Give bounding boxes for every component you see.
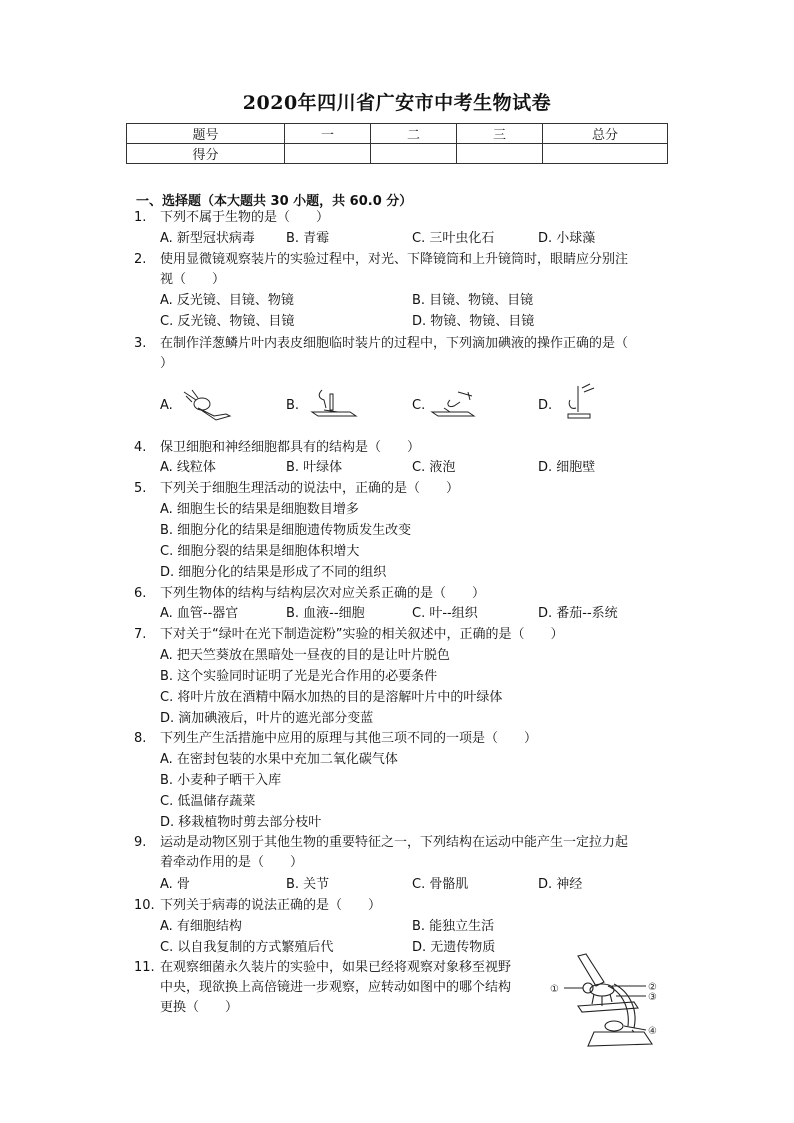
option-b[interactable]: B. 青霉 xyxy=(286,231,330,246)
microscope-label-2: ② xyxy=(648,982,657,993)
question-number: 1. xyxy=(134,210,147,225)
score-cell[interactable] xyxy=(371,144,457,164)
option-d[interactable]: D. 移栽植物时剪去部分枝叶 xyxy=(160,815,322,830)
question-11 xyxy=(134,958,554,1018)
microscope-diagram xyxy=(548,952,678,1056)
question-stem-line2: 视（ ） xyxy=(160,272,226,287)
option-b[interactable]: B. xyxy=(286,398,300,413)
score-header-cell: 总分 xyxy=(543,124,668,144)
microscope-label-1: ① xyxy=(550,984,559,995)
option-a[interactable]: A. 骨 xyxy=(160,877,190,892)
section-title: 一、选择题（本大题共 30 小题，共 60.0 分） xyxy=(136,194,413,209)
question-stem: 下列生产生活措施中应用的原理与其他三项不同的一项是（ ） xyxy=(160,731,538,746)
option-a[interactable]: A. 在密封包装的水果中充加二氧化碳气体 xyxy=(160,752,398,767)
option-a[interactable]: A. 线粒体 xyxy=(160,460,216,475)
option-c[interactable]: C. 三叶虫化石 xyxy=(412,231,495,246)
option-d[interactable]: D. 番茄--系统 xyxy=(538,606,618,621)
option-b[interactable]: B. 叶绿体 xyxy=(286,460,343,475)
page-title: 2020年四川省广安市中考生物试卷 xyxy=(242,92,552,114)
option-d[interactable]: D. 神经 xyxy=(538,877,583,892)
question-number: 2. xyxy=(134,252,147,267)
option-b[interactable]: B. 这个实验同时证明了光是光合作用的必要条件 xyxy=(160,669,438,684)
option-c[interactable]: C. 细胞分裂的结果是细胞体积增大 xyxy=(160,544,360,559)
dropper-slide-illustration-c xyxy=(428,388,484,422)
option-b[interactable]: B. 细胞分化的结果是细胞遗传物质发生改变 xyxy=(160,523,412,538)
question-stem: 下列不属于生物的是（ ） xyxy=(160,210,330,225)
question-stem: 下列关于细胞生理活动的说法中，正确的是（ ） xyxy=(160,481,460,496)
option-c[interactable]: C. 叶--组织 xyxy=(412,606,478,621)
option-a[interactable]: A. 反光镜、目镜、物镜 xyxy=(160,293,294,308)
question-stem: 在观察细菌永久装片的实验中，如果已经将观察对象移至视野 xyxy=(160,960,512,975)
option-b[interactable]: B. 小麦种子晒干入库 xyxy=(160,773,282,788)
option-c[interactable]: C. 液泡 xyxy=(412,460,456,475)
question-number: 9. xyxy=(134,835,147,850)
option-c[interactable]: C. 骨骼肌 xyxy=(412,877,469,892)
option-d[interactable]: D. 物镜、物镜、目镜 xyxy=(412,314,535,329)
question-stem: 下对关于“绿叶在光下制造淀粉”实验的相关叙述中，正确的是（ ） xyxy=(160,627,564,642)
score-cell[interactable] xyxy=(285,144,371,164)
question-stem: 在制作洋葱鳞片叶内表皮细胞临时装片的过程中，下列滴加碘液的操作正确的是（ xyxy=(160,336,629,351)
score-header-cell: 题号 xyxy=(127,124,285,144)
question-9 xyxy=(134,833,674,873)
question-1 xyxy=(134,208,674,228)
dropper-slide-illustration-b xyxy=(304,386,360,422)
option-a[interactable]: A. 有细胞结构 xyxy=(160,919,242,934)
question-10 xyxy=(134,896,674,916)
option-c[interactable]: C. 将叶片放在酒精中隔水加热的目的是溶解叶片中的叶绿体 xyxy=(160,690,503,705)
score-cell[interactable] xyxy=(543,144,668,164)
question-stem-line2: 着牵动作用的是（ ） xyxy=(160,855,304,870)
option-b[interactable]: B. 关节 xyxy=(286,877,330,892)
option-d[interactable]: D. 细胞分化的结果是形成了不同的组织 xyxy=(160,565,387,580)
question-6 xyxy=(134,584,674,604)
option-d[interactable]: D. 无遗传物质 xyxy=(412,940,496,955)
option-b[interactable]: B. 目镜、物镜、目镜 xyxy=(412,293,534,308)
score-row-label: 得分 xyxy=(127,144,285,164)
option-c[interactable]: C. 反光镜、物镜、目镜 xyxy=(160,314,295,329)
question-stem: 下列生物体的结构与结构层次对应关系正确的是（ ） xyxy=(160,586,486,601)
option-a[interactable]: A. 血管--器官 xyxy=(160,606,239,621)
dropper-slide-illustration-a xyxy=(178,386,234,422)
question-number: 4. xyxy=(134,440,147,455)
question-number: 6. xyxy=(134,586,147,601)
option-b[interactable]: B. 能独立生活 xyxy=(412,919,495,934)
question-stem: 运动是动物区别于其他生物的重要特征之一，下列结构在运动中能产生一定拉力起 xyxy=(160,835,629,850)
question-7 xyxy=(134,625,674,645)
option-a[interactable]: A. xyxy=(160,398,173,413)
question-number: 3. xyxy=(134,336,147,351)
option-b[interactable]: B. 血液--细胞 xyxy=(286,606,365,621)
dropper-slide-illustration-d xyxy=(556,382,604,426)
question-number: 8. xyxy=(134,731,147,746)
score-cell[interactable] xyxy=(457,144,543,164)
option-c[interactable]: C. 低温储存蔬菜 xyxy=(160,794,256,809)
question-stem-line2: 中央，现欲换上高倍镜进一步观察，应转动如图中的哪个结构 xyxy=(160,980,512,995)
option-a[interactable]: A. 把天竺葵放在黑暗处一昼夜的目的是让叶片脱色 xyxy=(160,648,450,663)
question-2 xyxy=(134,250,674,290)
question-number: 5. xyxy=(134,481,147,496)
score-header-cell: 二 xyxy=(371,124,457,144)
score-header-cell: 三 xyxy=(457,124,543,144)
option-c[interactable]: C. 以自我复制的方式繁殖后代 xyxy=(160,940,334,955)
option-d[interactable]: D. 细胞壁 xyxy=(538,460,596,475)
question-8 xyxy=(134,729,674,749)
microscope-label-3: ③ xyxy=(648,992,657,1003)
question-number: 11. xyxy=(134,960,155,975)
option-a[interactable]: A. 细胞生长的结果是细胞数目增多 xyxy=(160,502,359,517)
question-number: 7. xyxy=(134,627,147,642)
question-stem: 保卫细胞和神经细胞都具有的结构是（ ） xyxy=(160,440,421,455)
microscope-label-4: ④ xyxy=(648,1026,657,1037)
question-number: 10. xyxy=(134,898,155,913)
score-header-cell: 一 xyxy=(285,124,371,144)
question-4 xyxy=(134,438,674,458)
question-stem-line3: 更换（ ） xyxy=(160,1000,239,1015)
score-table-header-row xyxy=(127,124,668,144)
question-stem: 下列关于病毒的说法正确的是（ ） xyxy=(160,898,382,913)
option-d[interactable]: D. 小球藻 xyxy=(538,231,596,246)
question-5 xyxy=(134,479,674,499)
score-table xyxy=(126,123,668,164)
score-table-row xyxy=(127,144,668,164)
option-c[interactable]: C. xyxy=(412,398,426,413)
question-stem-line2: ） xyxy=(160,356,174,371)
option-d[interactable]: D. 滴加碘液后，叶片的遮光部分变蓝 xyxy=(160,711,374,726)
question-3 xyxy=(134,334,674,374)
option-d[interactable]: D. xyxy=(538,398,553,413)
option-a[interactable]: A. 新型冠状病毒 xyxy=(160,231,255,246)
question-stem: 使用显微镜观察装片的实验过程中，对光、下降镜筒和上升镜筒时，眼睛应分别注 xyxy=(160,252,629,267)
